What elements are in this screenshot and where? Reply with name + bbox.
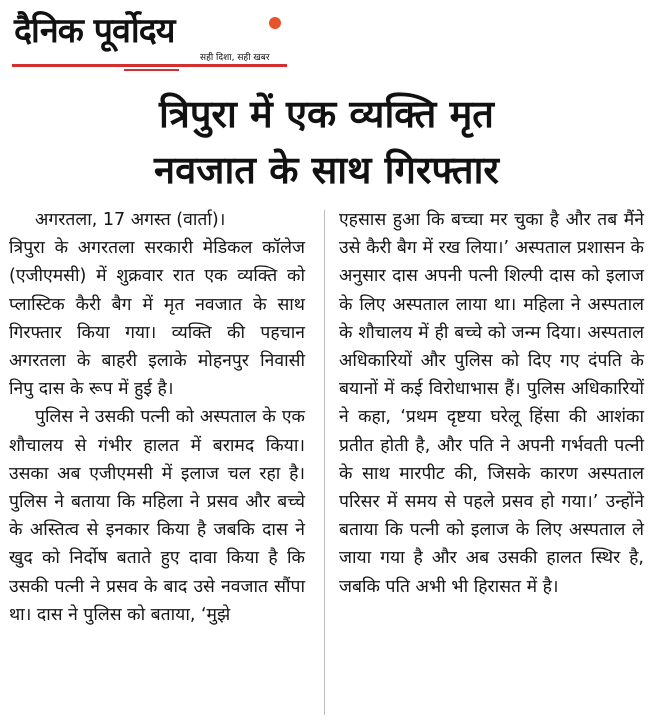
column-divider bbox=[324, 210, 325, 715]
article-column-left bbox=[9, 206, 305, 629]
masthead bbox=[12, 6, 287, 68]
article-paragraph-1: त्रिपुरा के अगरतला सरकारी मेडिकल कॉलेज (एजीएमसी) में शुक्रवार रात एक व्यक्ति को प्लास्टिक कैरी बैग में मृत नवजात के साथ गिरफ्तार किया गया। व्यक्ति की पहचान अगरतला के बाहरी इलाके मोहनपुर निवासी निपु दास के रूप में हुई है। bbox=[9, 238, 305, 400]
masthead-accent-rule bbox=[124, 69, 179, 71]
article-paragraph-2: पुलिस ने उसकी पत्नी को अस्पताल के एक शौचालय से गंभीर हालत में बरामद किया। उसका अब एजीएमसी में इलाज चल रहा है। पुलिस ने बताया कि महिला ने प्रसव और बच्चे के अस्तित्व से इनकार किया है जबकि दास ने खुद को निर्दोष बताते हुए दावा किया है कि उसकी पत्नी ने प्रसव के बाद उसे नवजात सौंपा था। दास ने पुलिस को बताया, ‘मुझे bbox=[9, 407, 305, 625]
article-paragraph-3: एहसास हुआ कि बच्चा मर चुका है और तब मैंने उसे कैरी बैग में रख लिया।’ अस्पताल प्रशासन के अनुसार दास अपनी पत्नी शिल्पी दास को इलाज के लिए अस्पताल लाया था। महिला ने अस्पताल के शौचालय में ही बच्चे को जन्म दिया। अस्पताल अधिकारियों और पुलिस को दिए गए दंपति के बयानों में कई विरोधाभास हैं। पुलिस अधिकारियों ने कहा, ‘प्रथम दृष्टया घरेलू हिंसा की आशंका प्रतीत होती है, और पति ने अपनी गर्भवती पत्नी के साथ मारपीट की, जिसके कारण अस्पताल परिसर में समय से पहले प्रसव हो गया।’ उन्होंने बताया कि पत्नी को इलाज के लिए अस्पताल ले जाया गया है और अब उसकी हालत स्थिर है, जबकि पति अभी भी हिरासत में है। bbox=[339, 210, 644, 597]
article-headline bbox=[0, 86, 653, 198]
newspaper-tagline: सही दिशा, सही खबर bbox=[200, 53, 270, 63]
newspaper-logo: दैनिक पूर्वोदय bbox=[14, 11, 175, 51]
headline-line-2: नवजात के साथ गिरफ्तार bbox=[154, 148, 499, 192]
article-dateline: अगरतला, 17 अगस्त (वार्ता)। bbox=[35, 210, 226, 230]
headline-line-1: त्रिपुरा में एक व्यक्ति मृत bbox=[159, 92, 494, 136]
logo-dot-icon bbox=[269, 17, 281, 29]
masthead-rule bbox=[12, 64, 287, 67]
article-column-right bbox=[339, 206, 644, 601]
